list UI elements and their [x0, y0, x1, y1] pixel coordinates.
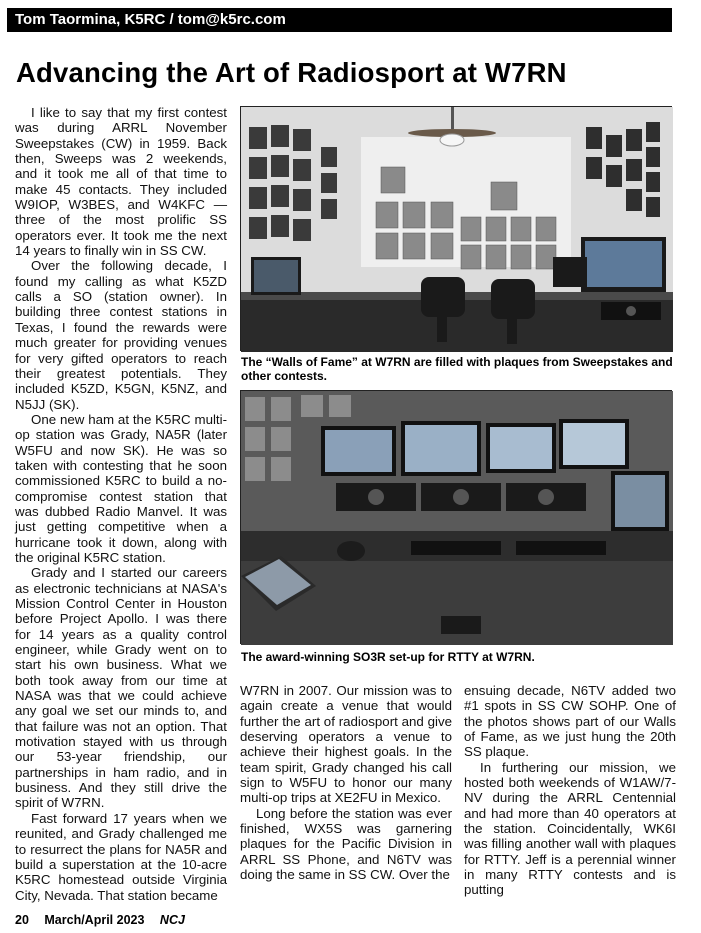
so3r-station-photo	[240, 390, 672, 644]
paragraph: Grady and I started our careers as electronic technicians at NASA's Mission Control Center in Houston before Project Apollo. I was there for 14 years as a quality control engineer, while Grady went on to start his own business. What we both took away from our time at NASA was that we could achieve any goal we set our minds to, and that failure was not an option. That motivation stayed with us through our 53-year friendship, our partnerships in ham radio, and in business. And they still drive the spirit of W7RN.	[15, 565, 227, 811]
walls-of-fame-photo	[240, 106, 672, 351]
paragraph: ensuing decade, N6TV added two #1 spots in SS CW SOHP. One of the photos shows part of our Walls of Fame, as we just hung the 20th SS plaque.	[464, 683, 676, 760]
paragraph: W7RN in 2007. Our mission was to again create a venue that would further the art of radiosport and give deserving operators a venue to achieve their highest goals. In the team spirit, Grady changed his call sign to W5FU to honor our many multi-op trips at XE2FU in Mexico.	[240, 683, 452, 806]
paragraph: Long before the station was ever finished, WX5S was garnering plaques for the Pacific Division in ARRL SS Phone, and N6TV was doing the same in SS CW. Over the	[240, 805, 452, 883]
byline-bar	[7, 8, 672, 32]
paragraph: Over the following decade, I found my calling as what K5ZD calls a SO (station owner). In building three contest stations in Texas, I found the rewards were much greater for providing venues for very gifted operators to reach their greatest potentials. They included K5ZD, K5GN, K5NZ, and N5JJ (SK).	[15, 258, 227, 412]
text-column-1	[15, 105, 227, 903]
article-title: Advancing the Art of Radiosport at W7RN	[16, 57, 567, 88]
byline: Tom Taormina, K5RC / tom@k5rc.com	[15, 11, 286, 28]
page-number: 20	[15, 913, 29, 927]
paragraph: One new ham at the K5RC multi-op station was Grady, NA5R (later W5FU and now SK). He was so taken with contesting that he soon commissioned K5RC to build a no-compromise contest station that was dubbed Radio Manvel. It was just getting competitive when a hurricane took it down, along with the original K5RC station.	[15, 411, 227, 565]
paragraph: Fast forward 17 years when we reunited, and Grady challenged me to resurrect the plans for NA5R and build a superstation at the 10-acre K5RC homestead outside Virginia City, Nevada. That station became	[15, 810, 227, 903]
paragraph: In furthering our mission, we hosted both weekends of W1AW/7-NV during the ARRL Centennial and had more than 40 operators at the station. Coincidentally, WK6I was filling another wall with plaques for RTTY. Jeff is a perennial winner in many RTTY contests and is putting	[464, 759, 676, 898]
paragraph: I like to say that my first contest was during ARRL November Sweepstakes (CW) in 1959. Back then, Sweeps was 2 weekends, and it took me all of that time to make 45 contacts. They included W9IOP, W3BES, and W4KFC — three of the most prolific SS operators ever. It took me the next 14 years to finally win in SS CW.	[15, 105, 227, 259]
issue-date: March/April 2023	[44, 913, 145, 927]
text-column-3	[464, 683, 676, 898]
photo-caption-walls-of-fame: The “Walls of Fame” at W7RN are filled with plaques from Sweepstakes and other contests.	[241, 355, 673, 383]
page-footer	[15, 913, 197, 927]
so3r-station-illustration	[241, 391, 673, 645]
text-column-2	[240, 683, 452, 893]
magazine-name: NCJ	[159, 913, 185, 927]
photo-caption-so3r: The award-winning SO3R set-up for RTTY at W7RN.	[241, 650, 535, 664]
walls-of-fame-illustration	[241, 107, 673, 352]
